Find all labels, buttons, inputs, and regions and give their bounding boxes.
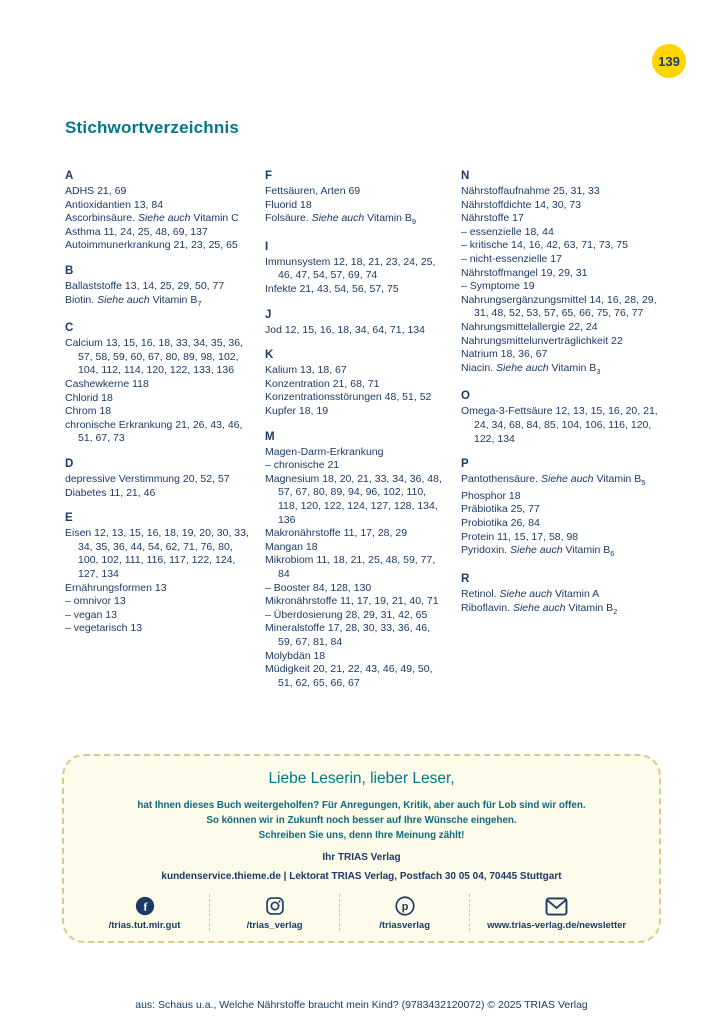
index-section (265, 309, 447, 338)
index-letter-heading: A (65, 170, 74, 182)
index-section (265, 349, 447, 418)
social-row (80, 892, 643, 933)
index-entry: Molybdän 18 (265, 649, 326, 662)
index-letter-heading: F (265, 170, 273, 182)
index-entry: Chrom 18 (65, 405, 112, 418)
index-entry: – Symptome 19 (461, 280, 535, 293)
svg-text:p: p (401, 901, 408, 914)
index-section (461, 458, 661, 561)
feedback-line: Schreiben Sie uns, denn Ihre Meinung zählt! (258, 830, 465, 841)
social-label: /triasverlag (379, 920, 430, 931)
pinterest-icon (395, 895, 415, 917)
index-entry: Nährstoffaufnahme 25, 31, 33 (461, 185, 600, 197)
index-entry: Protein 11, 15, 17, 58, 98 (461, 530, 579, 543)
email-icon (545, 895, 568, 917)
index-entry: Konzentrationsstörungen 48, 51, 52 (265, 391, 432, 404)
index-entry: chronische Erkrankung 21, 26, 43, 46, 51, 67, 73 (65, 418, 243, 445)
feedback-line: So können wir in Zukunft noch besser auf Ihre Wünsche eingehen. (206, 815, 517, 826)
index-entry: – vegan 13 (65, 608, 117, 621)
social-link-instagram[interactable] (210, 892, 339, 933)
index-entry: Pyridoxin. Siehe auch Vitamin $B_6$ (461, 544, 615, 559)
index-entry: Cashewkerne 118 (65, 378, 149, 391)
index-entry: Kupfer 18, 19 (265, 405, 329, 418)
social-label: /trias.tut.mir.gut (108, 920, 181, 931)
index-columns (65, 170, 661, 690)
index-section (265, 170, 447, 229)
index-entry: Fettsäuren, Arten 69 (265, 185, 361, 197)
feedback-line: hat Ihnen dieses Buch weitergeholfen? Für Anregungen, Kritik, aber auch für Lob sind wir offen. (137, 800, 586, 811)
index-entry: Retinol. Siehe auch Vitamin A (461, 587, 600, 600)
index-entry: ADHS 21, 69 (65, 185, 127, 197)
index-entry: Ernährungsformen 13 (65, 581, 167, 594)
index-entry: Konzentration 21, 68, 71 (265, 377, 380, 390)
index-entry: Pantothensäure. Siehe auch Vitamin $B_5$ (461, 473, 646, 488)
index-entry: Nahrungsmittelallergie 22, 24 (461, 320, 598, 333)
index-column (265, 170, 447, 690)
index-entry: Chlorid 18 (65, 391, 113, 404)
index-entry: Folsäure. Siehe auch Vitamin $B_9$ (265, 212, 417, 227)
index-entry: Immunsystem 12, 18, 21, 23, 24, 25, 46, 47, 54, 57, 69, 74 (265, 255, 436, 282)
index-section (461, 390, 661, 446)
index-section (265, 431, 447, 691)
index-column (65, 170, 251, 690)
index-entry: Mineralstoffe 17, 28, 30, 33, 36, 46, 59, 67, 81, 84 (265, 622, 431, 648)
feedback-body (80, 798, 643, 843)
index-entry: Müdigkeit 20, 21, 22, 43, 46, 49, 50, 51, 62, 65, 66, 67 (265, 663, 433, 689)
svg-text:f: f (143, 900, 147, 914)
index-section (265, 241, 447, 297)
index-entry: Autoimmunerkrankung 21, 23, 25, 65 (65, 239, 238, 252)
index-letter-heading: C (65, 322, 74, 335)
index-entry: Makronährstoffe 11, 17, 28, 29 (265, 527, 408, 540)
index-letter-heading: E (65, 512, 73, 525)
index-entry: – Booster 84, 128, 130 (265, 581, 372, 594)
index-section (65, 512, 251, 636)
index-entry: Antioxidantien 13, 84 (65, 198, 164, 211)
index-entry: – omnivor 13 (65, 595, 126, 608)
index-entry: Jod 12, 15, 16, 18, 34, 64, 71, 134 (265, 323, 425, 336)
index-entry: Nahrungsergänzungsmittel 14, 16, 28, 29, 31, 48, 52, 53, 57, 65, 66, 75, 76, 77 (461, 293, 657, 320)
index-entry: – vegetarisch 13 (65, 622, 143, 635)
index-entry: Mikrobiom 11, 18, 21, 25, 48, 59, 77, 84 (265, 554, 436, 580)
index-entry: Nährstoffe 17 (461, 212, 524, 225)
index-entry: – kritische 14, 16, 42, 63, 71, 73, 75 (461, 239, 628, 252)
index-letter-heading: N (461, 170, 470, 182)
social-label: www.trias-verlag.de/newsletter (487, 920, 627, 931)
footer-credit: aus: Schaus u.a., Welche Nährstoffe braucht mein Kind? (9783432120072) © 2025 TRIAS Verlag (135, 999, 588, 1011)
index-entry: Magen-Darm-Erkrankung (265, 445, 384, 458)
feedback-signature: Ihr TRIAS Verlag (322, 852, 401, 863)
index-entry: Fluorid 18 (265, 198, 312, 211)
index-entry: Asthma 11, 24, 25, 48, 69, 137 (65, 225, 208, 238)
index-entry: Ballaststoffe 13, 14, 25, 29, 50, 77 (65, 279, 225, 292)
index-entry: Biotin. Siehe auch Vitamin $B_7$ (65, 293, 202, 308)
index-letter-heading: J (265, 308, 272, 321)
index-entry: Probiotika 26, 84 (461, 517, 540, 530)
index-entry: Mikronährstoffe 11, 17, 19, 21, 40, 71 (265, 595, 439, 608)
feedback-heading: Liebe Leserin, lieber Leser, (268, 770, 455, 787)
index-entry: Riboflavin. Siehe auch Vitamin $B_2$ (461, 601, 618, 616)
feedback-contact: kundenservice.thieme.de | Lektorat TRIAS Verlag, Postfach 30 05 04, 70445 Stuttgart (161, 871, 562, 882)
index-entry: depressive Verstimmung 20, 52, 57 (65, 473, 230, 485)
index-section (461, 573, 661, 618)
social-link-pinterest[interactable] (340, 892, 469, 933)
index-entry: Eisen 12, 13, 15, 16, 18, 19, 20, 30, 33, 34, 35, 36, 44, 54, 62, 71, 76, 80, 100, 102, 111, 116, 117, 122, 124, 127, 134 (65, 527, 249, 580)
index-letter-heading: M (265, 430, 275, 443)
index-entry: Ascorbinsäure. Siehe auch Vitamin C (65, 212, 239, 225)
index-entry: – Überdosierung 28, 29, 31, 42, 65 (265, 608, 428, 621)
page-number-badge: 139 (652, 44, 686, 78)
index-section (65, 170, 251, 253)
index-entry: Phosphor 18 (461, 489, 521, 502)
index-letter-heading: R (461, 572, 470, 585)
index-entry: – nicht-essenzielle 17 (461, 252, 562, 265)
facebook-icon (135, 895, 155, 917)
index-entry: Infekte 21, 43, 54, 56, 57, 75 (265, 283, 399, 296)
index-entry: Nahrungsmittelunverträglichkeit 22 (461, 334, 623, 347)
index-letter-heading: D (65, 458, 74, 470)
index-entry: Niacin. Siehe auch Vitamin $B_3$ (461, 361, 601, 376)
social-link-facebook[interactable] (80, 892, 209, 933)
index-entry: Magnesium 18, 20, 21, 33, 34, 36, 48, 57, 67, 80, 89, 94, 96, 102, 110, 118, 120, 122, 124, 127, 128, 134, 136 (265, 472, 442, 526)
index-entry: Mangan 18 (265, 540, 318, 553)
index-entry: Natrium 18, 36, 67 (461, 348, 548, 361)
index-letter-heading: P (461, 458, 469, 471)
index-entry: Calcium 13, 15, 16, 18, 33, 34, 35, 36, 57, 58, 59, 60, 67, 80, 89, 98, 102, 104, 112, 114, 120, 122, 133, 136 (65, 337, 244, 377)
social-link-email[interactable] (470, 892, 643, 933)
index-section (65, 322, 251, 446)
index-section (65, 458, 251, 500)
index-entry: Nährstoffdichte 14, 30, 73 (461, 198, 582, 211)
index-column (461, 170, 661, 690)
index-entry: Diabetes 11, 21, 46 (65, 486, 156, 499)
index-letter-heading: O (461, 390, 470, 403)
feedback-box (62, 754, 661, 943)
instagram-icon (265, 895, 285, 917)
index-entry: Omega-3-Fettsäure 12, 13, 15, 16, 20, 21, 24, 34, 68, 84, 85, 104, 106, 116, 120, 122, 134 (461, 405, 658, 445)
index-entry: Nährstoffmangel 19, 29, 31 (461, 266, 588, 279)
index-entry: Präbiotika 25, 77 (461, 503, 540, 516)
index-entry: – essenzielle 18, 44 (461, 225, 554, 238)
index-entry: Kalium 13, 18, 67 (265, 364, 347, 377)
index-section (65, 265, 251, 310)
page-title: Stichwortverzeichnis (65, 118, 240, 137)
index-letter-heading: B (65, 264, 74, 277)
index-entry: – chronische 21 (265, 459, 340, 472)
index-letter-heading: I (265, 240, 269, 253)
index-section (461, 170, 661, 378)
index-letter-heading: K (265, 349, 274, 362)
social-label: /trias_verlag (246, 920, 303, 931)
